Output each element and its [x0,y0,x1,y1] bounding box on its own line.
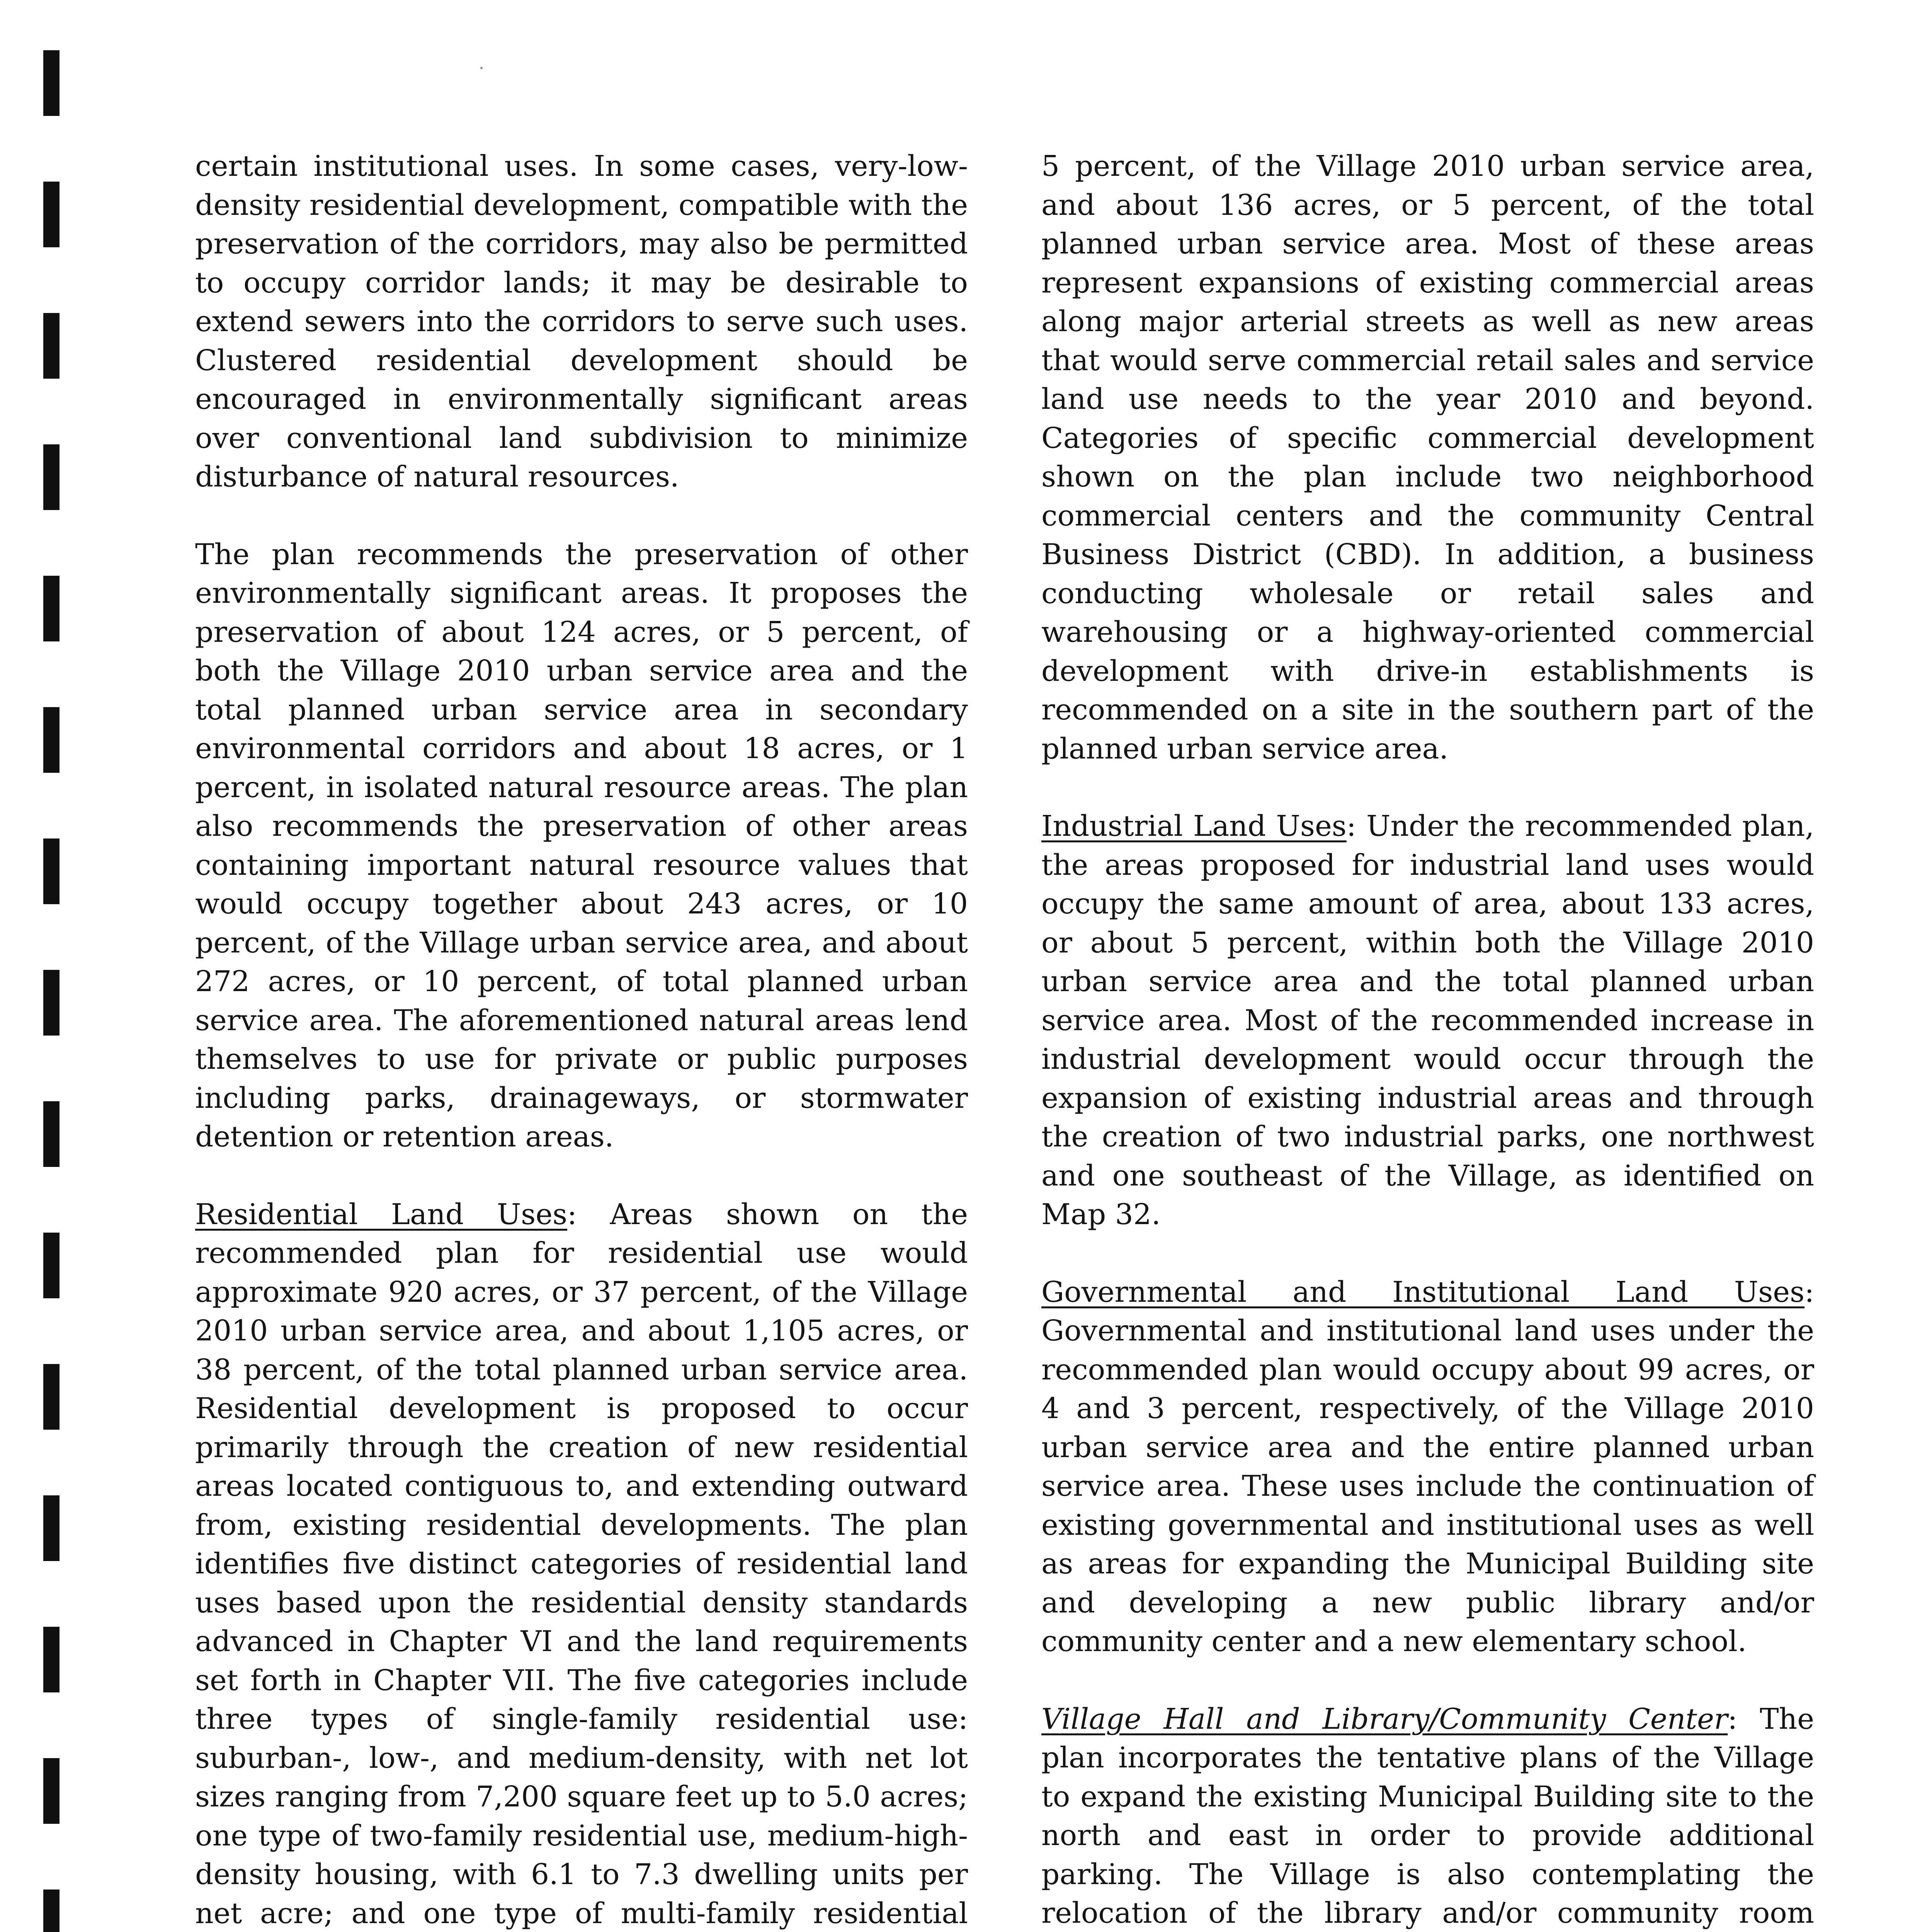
binding-mark [43,1233,60,1298]
paragraph-governmental-institutional [1041,1273,1814,1661]
paragraph-body: : Under the recommended plan, the areas proposed for industrial land uses would occupy the same amount of area, about 133 acres, or about 5 percent, within both the Village 2010 urban service area and the total planned urban service area. Most of the recommended increase in industrial development would occur through the expansion of existing industrial areas and through the creation of two industrial parks, one northwest and one southeast of the Village, as identified on Map 32. [1041,810,1814,1231]
paragraph-body: The plan recommends the preservation of other environmentally significant areas. It proposes the preservation of about 124 acres, or 5 percent, of both the Village 2010 urban service area and the total planned urban service area in secondary environmental corridors and about 18 acres, or 1 percent, in isolated natural resource areas. The plan also recommends the preservation of other areas containing important natural resource values that would occupy together about 243 acres, or 10 percent, of the Village urban service area, and about 272 acres, or 10 percent, of total planned urban service area. The aforementioned natural areas lend themselves to use for private or public purposes including parks, drainageways, or stormwater detention or retention areas. [195,537,968,1153]
binding-mark [43,1889,60,1932]
binding-hole-marks [43,0,70,1932]
binding-mark [43,838,60,904]
binding-mark [43,444,60,510]
section-heading-industrial: Industrial Land Uses [1041,810,1347,843]
binding-mark [43,1758,60,1824]
paragraph-residential-land-uses [195,1195,968,1932]
section-heading-governmental: Governmental and Institutional Land Uses [1041,1275,1805,1309]
paragraph-body: : The plan incorporates the tentative plans of the Village to expand the existing Municipal Building site to the north and east in order to provide additional parking. The Village is also contemplating the relocation of the library and/or community room [1041,1702,1815,1930]
binding-mark [43,1495,60,1561]
section-heading-village-hall: Village Hall and Library/Community Center [1041,1702,1728,1736]
binding-mark [43,707,60,773]
paragraph-body: : Governmental and institutional land uses under the recommended plan would occupy about 99 acres, or 4 and 3 percent, respectively, of the Village 2010 urban service area and the entire planned urban service area. These uses include the continuation of existing governmental and institutional uses as well as areas for expanding the Municipal Building site and developing a new public library and/or community center and a new elementary school. [1041,1275,1814,1658]
section-heading-residential: Residential Land Uses [195,1197,567,1231]
binding-mark [43,182,60,247]
binding-mark [43,1627,60,1692]
paragraph-corridor-uses [195,147,968,497]
binding-mark [43,1101,60,1167]
binding-mark [43,313,60,379]
right-column [1041,147,1814,1932]
paragraph-body: certain institutional uses. In some cases, very-low-density residential development, compatible with the preservation of the corridors, may also be permitted to occupy corridor lands; it may be desirable to extend sewers into the corridors to serve such uses. Clustered residential development should be encouraged in environmentally significant areas over conventional land subdivision to minimize disturbance of natural resources. [195,150,968,493]
paragraph-body: 5 percent, of the Village 2010 urban service area, and about 136 acres, or 5 percent, of the total planned urban service area. Most of these areas represent expansions of existing commercial areas along major arterial streets as well as new areas that would serve commercial retail sales and service land use needs to the year 2010 and beyond. Categories of specific commercial development shown on the plan include two neighborhood commercial centers and the community Central Business District (CBD). In addition, a business conducting wholesale or retail sales and warehousing or a highway-oriented commercial development with drive-in establishments is recommended on a site in the southern part of the planned urban service area. [1041,150,1814,765]
paragraph-commercial-continued [1041,147,1814,768]
binding-mark [43,1364,60,1430]
binding-mark [43,576,60,641]
paragraph-village-hall-library [1041,1700,1814,1932]
scan-speck [480,67,483,69]
paragraph-industrial-land-uses [1041,807,1814,1234]
binding-mark [43,50,60,116]
binding-mark [43,970,60,1036]
paragraph-environmental-areas [195,535,968,1156]
left-column [195,147,968,1932]
paragraph-body: : Areas shown on the recommended plan for residential use would approximate 920 acres, or 37 percent, of the Village 2010 urban service area, and about 1,105 acres, or 38 percent, of the total planned urban service area. Residential development is proposed to occur primarily through the creation of new residential areas located contiguous to, and extending outward from, existing residential developments. The plan identifies five distinct categories of residential land uses based upon the residential density standards advanced in Chapter VI and the land requirements set forth in Chapter VII. The five categories include three types of single-family residential use: suburban-, low-, and medium-density, with net lot sizes ranging from 7,200 square feet up to 5.0 acres; one type of two-family residential use, medium-high-density housing, with 6.1 to 7.3 dwelling units per net acre; and one type of multi-family residential [195,1197,968,1930]
